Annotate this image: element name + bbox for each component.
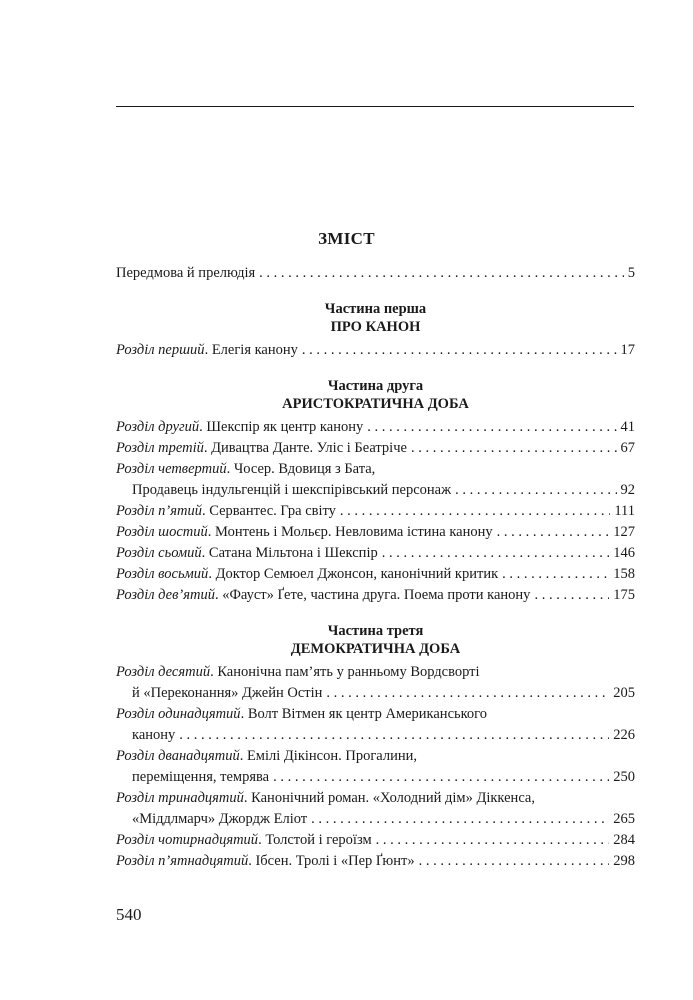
chapter-title: . Доктор Семюел Джонсон, канонічний критик xyxy=(208,566,499,582)
toc-entry xyxy=(116,746,635,788)
dot-leader xyxy=(179,725,609,746)
chapter-title-continued: «Міддлмарч» Джордж Еліот xyxy=(132,811,308,827)
toc-page-number: 17 xyxy=(620,342,635,358)
chapter-label: Розділ п’ятнадцятий xyxy=(116,853,249,869)
toc-page-number: 127 xyxy=(613,524,635,540)
toc-entry xyxy=(116,522,635,543)
toc-entry xyxy=(116,438,635,459)
part-label: Частина перша xyxy=(324,301,427,317)
dot-leader xyxy=(326,683,609,704)
page-number: 540 xyxy=(116,905,142,924)
part-heading xyxy=(116,377,635,413)
chapter-label: Розділ шостий xyxy=(116,524,208,540)
toc-entry xyxy=(116,788,635,830)
chapter-label: Розділ п’ятий xyxy=(116,503,202,519)
toc-entry-label: Передмова й прелюдія xyxy=(116,265,256,281)
chapter-label: Розділ дев’ятий xyxy=(116,587,215,603)
toc-page-number: 41 xyxy=(620,419,635,435)
chapter-title-continued: й «Переконання» Джейн Остін xyxy=(132,685,323,701)
dot-leader xyxy=(534,585,609,606)
dot-leader xyxy=(311,809,609,830)
part-label: Частина третя xyxy=(327,623,424,639)
dot-leader xyxy=(302,340,617,361)
dot-leader xyxy=(367,417,616,438)
part-name: АРИСТОКРАТИЧНА ДОБА xyxy=(282,396,469,412)
toc-entry xyxy=(116,830,635,851)
chapter-label: Розділ четвертий xyxy=(116,461,227,477)
toc-entry xyxy=(116,459,635,501)
toc-entry xyxy=(116,851,635,872)
chapter-title: . Чосер. Вдовиця з Бата, xyxy=(226,461,376,477)
chapter-label: Розділ перший xyxy=(116,342,205,358)
toc-page-number: 111 xyxy=(614,503,635,519)
part-label: Частина друга xyxy=(327,378,424,394)
dot-leader xyxy=(340,501,610,522)
toc-entry xyxy=(116,704,635,746)
chapter-title: . Дивацтва Данте. Уліс і Беатріче xyxy=(203,440,407,456)
dot-leader xyxy=(259,263,624,284)
chapter-label: Розділ третій xyxy=(116,440,204,456)
toc-page-number: 265 xyxy=(613,811,635,827)
part-name: ПРО КАНОН xyxy=(330,319,421,335)
chapter-title: . Волт Вітмен як центр Американського xyxy=(240,706,488,722)
part-name: ДЕМОКРАТИЧНА ДОБА xyxy=(290,641,461,657)
dot-leader xyxy=(273,767,609,788)
toc-page-number: 67 xyxy=(620,440,635,456)
toc-page-number: 205 xyxy=(613,685,635,701)
chapter-title: . Монтень і Мольєр. Невловима істина канону xyxy=(207,524,493,540)
toc-page-number: 92 xyxy=(620,482,635,498)
chapter-title-continued: канону xyxy=(132,727,176,743)
toc-page-number: 5 xyxy=(627,265,635,281)
chapter-label: Розділ дванадцятий xyxy=(116,748,240,764)
chapter-title: . Елегія канону xyxy=(204,342,298,358)
toc-page-number: 146 xyxy=(613,545,635,561)
toc-entry-preface xyxy=(116,263,635,284)
chapter-title-continued: Продавець індульгенцій і шекспірівський персонаж xyxy=(132,482,452,498)
toc-entry xyxy=(116,501,635,522)
chapter-title: . Сатана Мільтона і Шекспір xyxy=(201,545,378,561)
chapter-label: Розділ одинадцятий xyxy=(116,706,241,722)
toc-page-number: 298 xyxy=(613,853,635,869)
toc-entry xyxy=(116,543,635,564)
chapter-label: Розділ тринадцятий xyxy=(116,790,244,806)
toc-page-number: 284 xyxy=(613,832,635,848)
chapter-title: . «Фауст» Ґете, частина друга. Поема проти канону xyxy=(214,587,531,603)
dot-leader xyxy=(497,522,610,543)
chapter-title: . Сервантес. Гра світу xyxy=(201,503,336,519)
toc-entry xyxy=(116,417,635,438)
chapter-title: . Толстой і героїзм xyxy=(258,832,372,848)
chapter-title: . Емілі Дікінсон. Прогалини, xyxy=(239,748,417,764)
chapter-label: Розділ сьомий xyxy=(116,545,202,561)
toc-page-number: 175 xyxy=(613,587,635,603)
part-heading xyxy=(116,300,635,336)
chapter-title: . Шекспір як центр канону xyxy=(199,419,364,435)
dot-leader xyxy=(376,830,610,851)
chapter-label: Розділ восьмий xyxy=(116,566,209,582)
chapter-title: . Канонічна пам’ять у ранньому Вордсворті xyxy=(210,664,480,680)
toc-page-number: 250 xyxy=(613,769,635,785)
toc-entry xyxy=(116,340,635,361)
chapter-label: Розділ чотирнадцятий xyxy=(116,832,259,848)
chapter-title-continued: переміщення, темрява xyxy=(132,769,270,785)
toc-entry xyxy=(116,662,635,704)
chapter-title: . Ібсен. Тролі і «Пер Ґюнт» xyxy=(248,853,415,869)
toc-page-number: 158 xyxy=(613,566,635,582)
dot-leader xyxy=(382,543,610,564)
dot-leader xyxy=(411,438,617,459)
chapter-label: Розділ десятий xyxy=(116,664,211,680)
table-of-contents xyxy=(116,263,635,872)
toc-page-number: 226 xyxy=(613,727,635,743)
dot-leader xyxy=(455,480,616,501)
toc-entry xyxy=(116,564,635,585)
dot-leader xyxy=(502,564,609,585)
page-title: ЗМІСТ xyxy=(318,229,375,248)
header-rule xyxy=(116,106,634,107)
part-heading xyxy=(116,622,635,658)
chapter-title: . Канонічний роман. «Холодний дім» Діккенса, xyxy=(243,790,535,806)
toc-entry xyxy=(116,585,635,606)
chapter-label: Розділ другий xyxy=(116,419,200,435)
dot-leader xyxy=(419,851,610,872)
